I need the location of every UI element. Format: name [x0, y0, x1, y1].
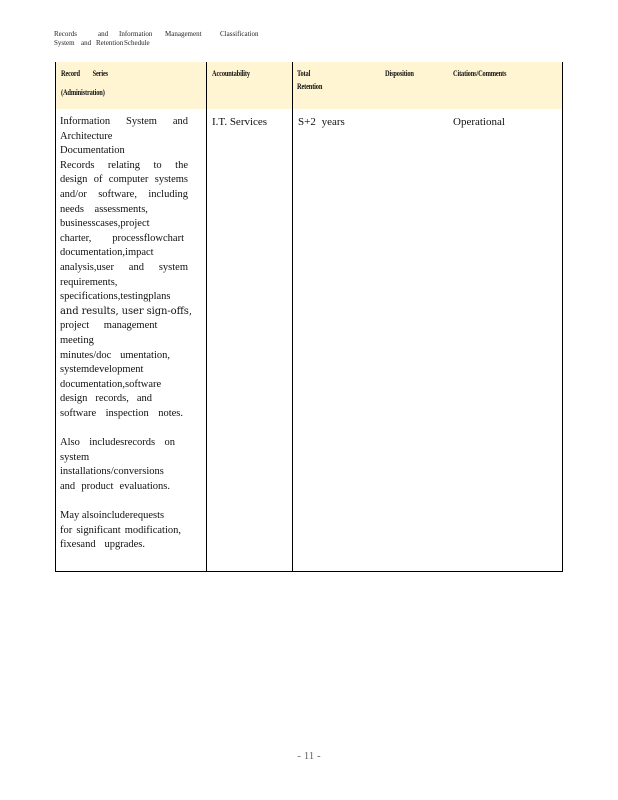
description-line: Information System and: [60, 116, 188, 127]
document-header: [54, 30, 259, 48]
description-line: documentation,software: [60, 378, 162, 390]
description-line: Also includesrecords on: [60, 437, 175, 449]
description-line: analysis,user and system: [60, 261, 188, 273]
description-line: Records relating to the: [60, 159, 188, 171]
header-word: and: [98, 30, 109, 38]
table-border-left: [55, 62, 56, 572]
header-citations-comments: Citations/Comments: [453, 69, 507, 78]
description-line: documentation,impact: [60, 247, 154, 259]
total-retention-value: S+2 years: [298, 116, 345, 128]
column-divider: [206, 62, 207, 572]
header-word: and: [81, 39, 92, 47]
header-record-series-sub: (Administration): [61, 88, 105, 97]
description-line: and/or software, including: [60, 188, 188, 200]
description-line: systemdevelopment: [60, 364, 144, 376]
header-word: Classification: [220, 30, 259, 38]
description-line: businesscases,project: [60, 218, 150, 230]
column-divider: [292, 62, 293, 572]
description-line: May alsoincluderequests: [60, 510, 165, 522]
citations-comments-value: Operational: [453, 116, 505, 128]
description-line: Architecture: [60, 130, 113, 142]
description-line: Documentation: [60, 145, 125, 157]
header-word: Management: [165, 30, 202, 38]
description-line: software inspection notes.: [60, 407, 183, 419]
header-disposition: Disposition: [385, 69, 414, 78]
header-word: Information: [119, 30, 153, 38]
header-accountability: Accountability: [212, 69, 250, 78]
table-border-bottom: [55, 571, 563, 572]
description-line: needs assessments,: [60, 203, 148, 215]
description-line: requirements,: [60, 276, 118, 288]
description-line: for significant modification,: [60, 524, 181, 536]
description-line: specifications,testingplans: [60, 291, 171, 303]
description-line: project management: [60, 320, 158, 332]
description-line: meeting: [60, 334, 94, 346]
header-word: Retention: [96, 39, 124, 47]
description-line: installations/conversions: [60, 466, 164, 478]
description-line: and results, user sign-offs,: [60, 305, 192, 317]
header-total-retention-line2: Retention: [297, 82, 323, 91]
header-word: Records: [54, 30, 77, 38]
description-line: design records, and: [60, 393, 152, 405]
header-word: System: [54, 39, 75, 47]
header-line-1: [54, 30, 259, 39]
header-word: Schedule: [124, 39, 150, 47]
header-record-series: Record Series: [61, 69, 108, 78]
accountability-value: I.T. Services: [212, 116, 268, 128]
description-line: fixesand upgrades.: [60, 539, 145, 551]
description-line: system: [60, 451, 90, 463]
description-line: charter, processflowchart: [60, 232, 184, 244]
table-border-right: [562, 62, 563, 572]
description-line: minutes/doc umentation,: [60, 349, 170, 361]
header-total-retention-line1: Total: [297, 69, 311, 78]
description-line: and product evaluations.: [60, 480, 170, 492]
retention-schedule-table: [55, 62, 562, 572]
description-line: design of computer systems: [60, 174, 188, 186]
header-line-2: [54, 39, 259, 48]
record-series-description: [60, 115, 192, 553]
page-number: - 11 -: [297, 750, 321, 762]
